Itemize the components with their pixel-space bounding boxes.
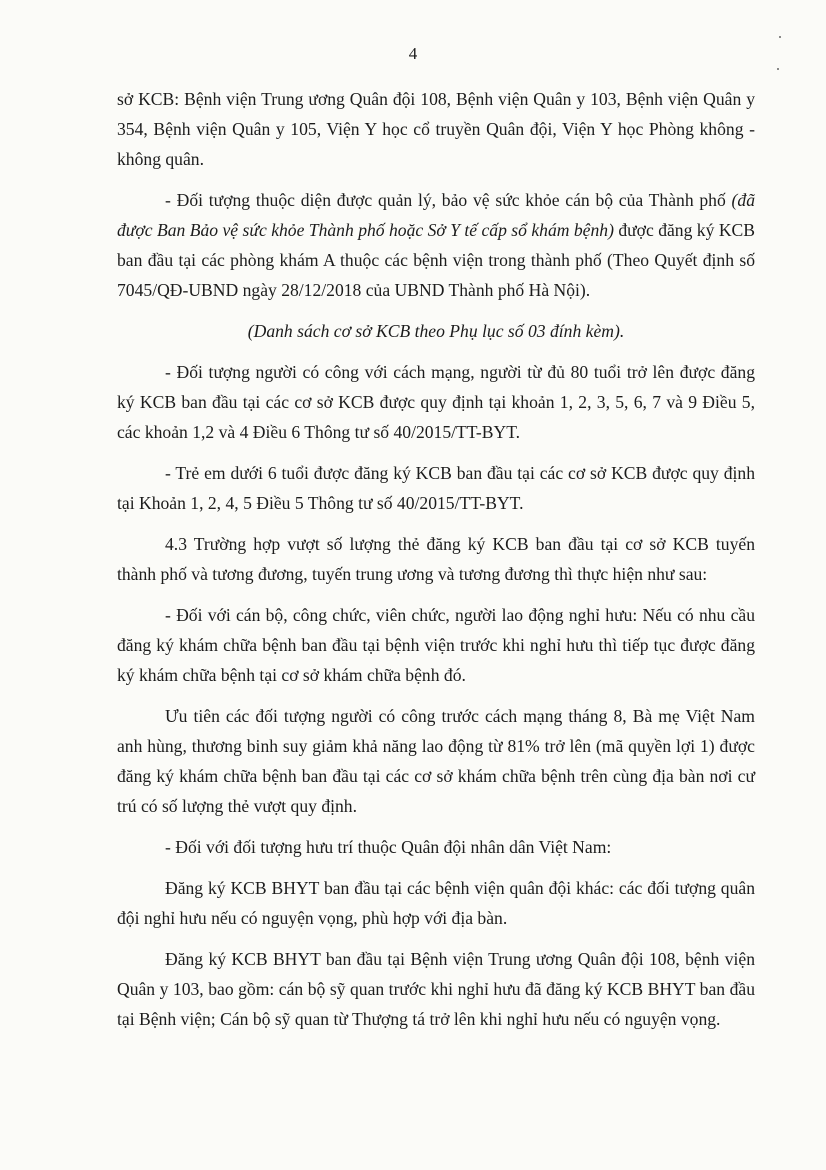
text-segment: - Đối tượng thuộc diện được quản lý, bảo vệ sức khỏe cán bộ của Thành phố (165, 190, 732, 210)
paragraph-hospital-108: Đăng ký KCB BHYT ban đầu tại Bệnh viện Trung ương Quân đội 108, bệnh viện Quân y 103, bao gồm: cán bộ sỹ quan trước khi nghỉ hưu đã đăng ký KCB BHYT ban đầu tại Bệnh viện; Cán bộ sỹ quan từ Thượng tá trở lên khi nghỉ hưu nếu có nguyện vọng. (117, 949, 755, 1029)
scan-speck (777, 68, 779, 70)
appendix-note: (Danh sách cơ sở KCB theo Phụ lục số 03 đính kèm). (247, 321, 625, 341)
paragraph-military-retirees: - Đối với đối tượng hưu trí thuộc Quân đội nhân dân Việt Nam: (165, 837, 612, 857)
text-segment: được đăng ký KCB ban đầu tại các phòng khám A thuộc các bệnh viện trong thành phố (Theo Quyết định số 7045/QĐ-UBND ngày 28/12/2018 của UBND Thành phố Hà Nội). (117, 220, 755, 300)
scan-speck (779, 36, 781, 38)
paragraph-city-officials (117, 185, 755, 305)
italic-note: (đã được Ban Bảo vệ sức khỏe Thành phố hoặc Sở Y tế cấp sổ khám bệnh) (117, 190, 755, 240)
paragraph-retired-staff: - Đối với cán bộ, công chức, viên chức, người lao động nghỉ hưu: Nếu có nhu cầu đăng ký khám chữa bệnh ban đầu tại bệnh viện trước khi nghỉ hưu thì tiếp tục được đăng ký khám chữa bệnh tại cơ sở khám chữa bệnh đó. (117, 605, 755, 685)
paragraph-priority: Ưu tiên các đối tượng người có công trước cách mạng tháng 8, Bà mẹ Việt Nam anh hùng, thương binh suy giảm khả năng lao động từ 81% trở lên (mã quyền lợi 1) được đăng ký khám chữa bệnh ban đầu tại các cơ sở khám chữa bệnh trên cùng địa bàn nơi cư trú có số lượng thẻ vượt quy định. (117, 706, 755, 816)
paragraph-section-4-3: 4.3 Trường hợp vượt số lượng thẻ đăng ký KCB ban đầu tại cơ sở KCB tuyến thành phố và tương đương, tuyến trung ương và tương đương thì thực hiện như sau: (117, 534, 755, 584)
paragraph-other-military-hospitals: Đăng ký KCB BHYT ban đầu tại các bệnh viện quân đội khác: các đối tượng quân đội nghỉ hưu nếu có nguyện vọng, phù hợp với địa bàn. (117, 878, 755, 928)
page-number: 4 (408, 44, 418, 63)
paragraph-children-under-6: - Trẻ em dưới 6 tuổi được đăng ký KCB ban đầu tại các cơ sở KCB được quy định tại Khoản 1, 2, 4, 5 Điều 5 Thông tư số 40/2015/TT-BYT. (117, 463, 755, 513)
paragraph-military-hospitals: sở KCB: Bệnh viện Trung ương Quân đội 108, Bệnh viện Quân y 103, Bệnh viện Quân y 354, Bệnh viện Quân y 105, Viện Y học cổ truyền Quân đội, Viện Y học Phòng không - không quân. (117, 89, 755, 169)
document-body (117, 84, 755, 1045)
paragraph-revolutionary-contributors: - Đối tượng người có công với cách mạng, người từ đủ 80 tuổi trở lên được đăng ký KCB ban đầu tại các cơ sở KCB được quy định tại khoản 1, 2, 3, 5, 6, 7 và 9 Điều 5, các khoản 1,2 và 4 Điều 6 Thông tư số 40/2015/TT-BYT. (117, 362, 755, 442)
